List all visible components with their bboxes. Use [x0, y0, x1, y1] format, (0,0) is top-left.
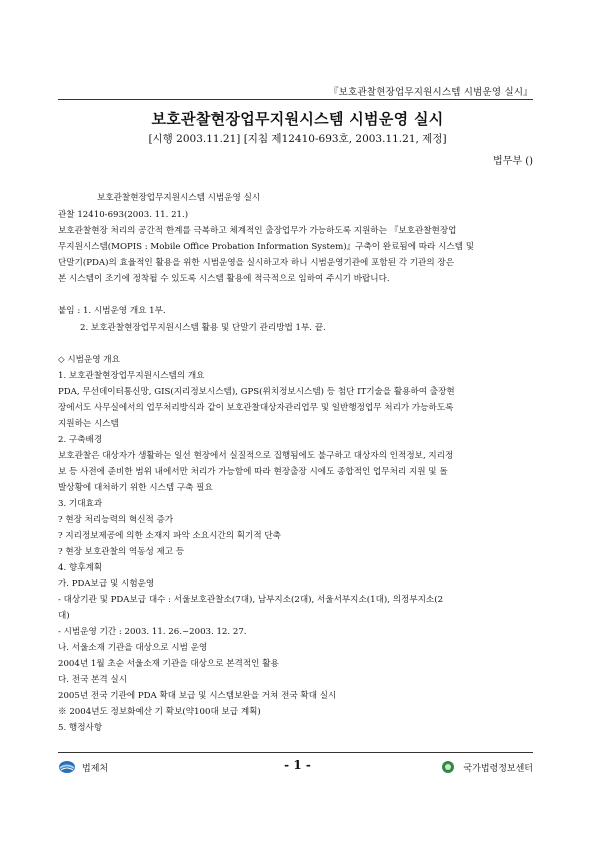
body-line: 보 등 사전에 준비한 범위 내에서만 처리가 가능함에 따라 현장출장 시에도 종합적인 업무처리 지원 및 돌	[58, 467, 448, 477]
body-line: 본 시스템이 조기에 정착될 수 있도록 시스템 활용에 적극적으로 임하여 주시기 바랍니다.	[58, 274, 390, 284]
body-line: 지원하는 시스템	[58, 419, 119, 429]
body-line: 1. 보호관찰현장업무지원시스템의 개요	[58, 371, 205, 381]
body-line: 2. 보호관찰현장업무지원시스템 활용 및 단말기 관리방법 1부. 끝.	[80, 323, 326, 333]
body-line: PDA, 무선데이터통신망, GIS(지리정보시스템), GPS(위치정보시스템) 등 첨단 IT기술을 활용하여 출장현	[58, 387, 455, 397]
page-number: - 1 -	[284, 758, 311, 772]
body-line: 2005년 전국 기관에 PDA 확대 보급 및 시스템보완을 거쳐 전국 확대 실시	[58, 691, 337, 701]
body-line: 관찰 12410-693(2003. 11. 21.)	[58, 210, 189, 220]
body-line: 3. 기대효과	[58, 499, 103, 509]
footer-left-label: 법제처	[82, 763, 109, 774]
document-title: 보호관찰현장업무지원시스템 시범운영 실시	[151, 110, 444, 128]
body-line: 다. 전국 본격 실시	[58, 675, 128, 685]
footer-right-label: 국가법령정보센터	[463, 763, 533, 774]
body-line: - 대상기관 및 PDA보급 대수 : 서울보호관찰소(7대), 남부지소(2대), 서울서부지소(1대), 의정부지소(2	[58, 595, 444, 605]
body-line: ? 현장 처리능력의 혁신적 증가	[58, 515, 174, 525]
top-divider	[58, 99, 533, 100]
body-line: 단말기(PDA)의 효율적인 활용을 위한 시범운영을 실시하고자 하니 시범운영기관에 포함된 각 기관의 장은	[58, 258, 454, 268]
body-line: ? 지리정보제공에 의한 소재지 파악 소요시간의 획기적 단축	[58, 531, 281, 541]
body-line: 보호관찰현장 처리의 공간적 한계를 극복하고 체계적인 출장업무가 가능하도록 지원하는 『보호관찰현장업	[58, 226, 457, 236]
body-line: 대)	[58, 611, 70, 621]
body-line: ◇ 시범운영 개요	[58, 355, 120, 365]
footer-right	[439, 760, 533, 774]
body-line: 5. 행정사항	[58, 723, 103, 733]
body-line: - 시범운영 기간 : 2003. 11. 26.~2003. 12. 27.	[58, 627, 247, 637]
bottom-divider	[58, 752, 533, 753]
body-line: 나. 서울소재 기관을 대상으로 시범 운영	[58, 643, 208, 653]
body-line: 보호관찰은 대상자가 생활하는 일선 현장에서 실질적으로 집행됨에도 불구하고 대상자의 인적정보, 지리정	[58, 451, 454, 461]
body-line: 장에서도 사무실에서의 업무처리방식과 같이 보호관찰대상자관리업무 및 일반행정업무 처리가 가능하도록	[58, 403, 454, 413]
body-line: ? 현장 보호관찰의 역동성 제고 등	[58, 547, 185, 557]
body-line: 2. 구축배경	[58, 435, 103, 445]
document-subtitle: [시행 2003.11.21] [지침 제12410-693호, 2003.11.21, 제정]	[148, 133, 447, 145]
header-note: 『보호관찰현장업무지원시스템 시범운영 실시』	[328, 87, 533, 98]
body-line: 보호관찰현장업무지원시스템 시범운영 실시	[97, 193, 261, 203]
body-line: 붙임 : 1. 시범운영 개요 1부.	[58, 306, 166, 316]
law-center-logo-icon	[439, 760, 457, 774]
body-line: 가. PDA보급 및 시험운영	[58, 579, 155, 589]
body-line: 2004년 1월 초순 서울소재 기관을 대상으로 본격적인 활용	[58, 659, 279, 669]
department-label: 법무부 ()	[493, 156, 533, 167]
body-line: 무지원시스템(MOPIS : Mobile Office Probation Information System)』구축이 완료됨에 따라 시스템 및	[58, 242, 475, 252]
body-line: ※ 2004년도 정보화예산 기 확보(약100대 보급 계획)	[58, 707, 261, 717]
body-line: 발상황에 대처하기 위한 시스템 구축 필요	[58, 483, 213, 493]
body-line: 4. 향후계획	[58, 563, 103, 573]
